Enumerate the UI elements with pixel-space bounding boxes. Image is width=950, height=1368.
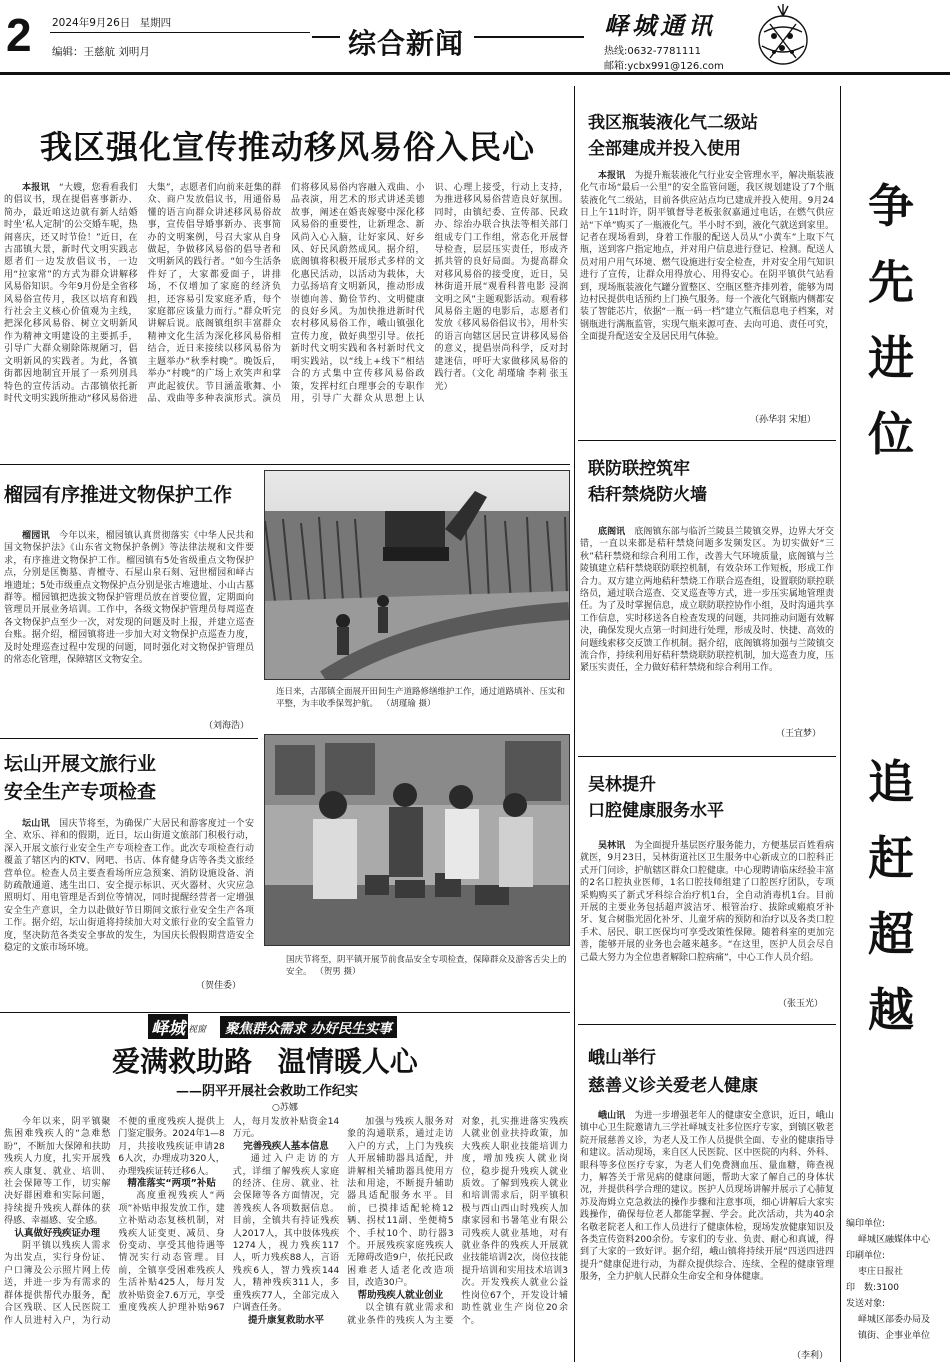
imprint-line: 发送对象: [846,1299,886,1309]
oral-title: 吴林提升 口腔健康服务水平 [588,775,724,821]
banner-logo: 峄城 [148,1014,188,1039]
issue-date [52,15,171,30]
right-divider-2 [578,756,836,757]
feature-author: ○苏娜 [272,1103,298,1113]
section-rule-left [312,36,340,38]
slogan-char: 越 [868,983,914,1037]
tanshan-text: 国庆节将至，为确保广大居民和游客度过一个安全、欢乐、祥和的假期，近日，坛山街道文旅部门积极行动，深入开展文旅行业安全生产专项检查工作。此次专项检查行动覆盖了辖区内的KTV、网吧、书店、体育健身店等各类文旅经营单位。检查人员主要查看场所应急预案、消防设施设备、消防疏散通道、逃生出口、安全提示标识、灭火器材、火灾应急照明灯、用电管理是否到位等情况，同时提醒经营者一定增强安全生产意识，全力以赴做好节日期间文旅行业安全生产各项工作。据介绍，坛山街道将持续加大对文旅行业的安全监管力度，坚决防范各类安全事故的发生，为国庆长假假期营造安全稳定的文旅市场环境。 [4,819,254,954]
left-divider [0,738,258,739]
gas-title: 我区瓶装液化气二级站 全部建成并投入使用 [588,113,758,159]
liuyuan-title: 榴园有序推进文物保护工作 [4,484,233,506]
eshan-title: 峨山举行 慈善义诊关爱老人健康 [588,1048,758,1096]
banner-text: 聚焦群众需求 办好民生实事 [220,1016,397,1038]
logo-emblem [750,2,816,70]
imprint-line: 印 数:3100 [846,1283,899,1293]
right-divider-1 [578,440,836,441]
weekday: 星期四 [139,17,172,29]
oral-body: 吴林讯 为全面提升基层医疗服务能力，方便基层百姓看病就医，9月23日，吴林街道社区卫生服务中心新成立的口腔科正式开门问诊，护航辖区群众口腔健康。中心现聘请临床经验丰富的2名口腔执业医师，1名口腔技师组建了口腔医疗团队，专项采购购买了新式牙科综合治疗机1台，全自动消毒机1台。目前开展的主要业务包括超声波洁牙、根管治疗、拔除或瘢痕牙补牙、复合树脂光固化补牙、儿童牙病的预防和治疗以及各类口腔手术、居民、职工医保均可享受改策性保障。随着科室的更加完善，能够开展的业务也会越来越多。“在这里，医护人员会尽自己最大努力为全位患者解除口腔病痛”，中心工作人员介绍。 [580,841,834,963]
eshan-body: 峨山讯 为进一步增强老年人的健康安全意识，近日，峨山镇中心卫生院邀请九三学社峄城支社多位医疗专家，到镇区敬老院开展慈善义诊，为老人及工作人员提供全面、专业的健康指导和建议。活动现场，来自区人民医院、区中医院的内科、外科、眼科等多位医疗专家，为老人们免费测血压、量血糖，筛查视力，解答关于常见病的健康问题，帮助大家了解自己的身体状况，并提供科学合理的建议。医护人员现场讲解并展示了心肺复苏及海姆立克急救法的操作步骤和注意事项，细心讲解后大家实践操作，确保每位老人都能掌握、学会。此次活动，共为40余名敬老院老人和工作人员进行了健康体检，现场发放健康知识及各类宣传资料200余份。专家们的专业、负责、耐心和真诚，得到了大家的一致好评。据介绍，峨山镇将持续开展“四送四进四提升”健康促进行动，为群众提供综合、连续、全程的健康管理服务，全力护航人民群众生命安全和身体健康。 [580,1111,834,1283]
date: 2024年9月26日 [52,17,131,29]
oral-text: 为全面提升基层医疗服务能力，方便基层百姓看病就医，9月23日，吴林街道社区卫生服务中心新成立的口腔科正式开门问诊，护航辖区群众口腔健康。中心现聘请临床经验丰富的2名口腔执业医师，1名口腔技师组建了口腔医疗团队，专项采购购买了新式牙科综合治疗机1台，全自动消毒机1台。目前开展的主要业务包括超声波洁牙、根管治疗、拔除或瘢痕牙补牙、复合树脂光固化补牙、儿童牙病的预防和治疗以及各类口腔手术、居民、职工医保均可享受改策性保障。随着科室的更加完善，能够开展的业务也会越来越多。“在这里，医护人员会尽自己最大努力为全位患者解除口腔病痛”，中心工作人员介绍。 [580,841,834,963]
lead-title: 我区强化宣传推动移风易俗入民心 [40,128,536,166]
editors: 编辑：王慈航 刘明月 [52,46,150,58]
liuyuan-text: 今年以来，榴园镇认真贯彻落实《中华人民共和国文物保护法》《山东省文物保护条例》等法律法规和文件要求，有序推进文物保护工作。榴园镇有5处省级重点文物保护点，分别是匡衡墓、青檀寺、石屋山泉石刻、冠世榴园和峄古堆遗址；5处市级重点文物保护点分别是张古堆遗址、小山古墓群等。榴园镇把选拔文物保护管理员放在首要位置，定期面向管理员开展业务培训。工作中，各级文物保护管理员每周巡查各文物保护点至少一次，对发现的问题及时上报，并建立巡查台账。据介绍，榴园镇将进一步加大对文物保护点巡查力度，及时处理巡查过程中发现的问题，同时强化对文物保护管理员的常态化管理，保障辖区文物安全。 [4,531,254,666]
email: 邮箱:ycbx991@126.com [604,61,724,72]
photo2-credit: （贺男 摄） [319,967,361,977]
slogan-bottom [856,744,926,1048]
header-date-rule [50,32,310,33]
tanshan-body: 坛山讯 国庆节将至，为确保广大居民和游客度过一个安全、欢乐、祥和的假期，近日，坛山街道文旅部门积极行动，深入开展文旅行业安全生产专项检查工作。此次专项检查行动覆盖了辖区内的KTV、网吧、书店、体育健身店等各类文旅经营单位。检查人员主要查看场所应急预案、消防设施设备、消防疏散通道、逃生出口、安全提示标识、灭火器材、火灾应急照明灯、用电管理是否到位等情况，同时提醒经营者一定增强安全生产意识，全力以赴做好节日期间文旅行业安全生产各项工作。据介绍，坛山街道将持续加大对文旅行业的安全监管力度，坚决防范各类安全事故的发生，为国庆长假假期营造安全稳定的文旅市场环境。 [4,819,254,954]
slogan-char: 超 [868,907,914,961]
gas-text: 为提升瓶装液化气行业安全管理水平，解决瓶装液化气市场“最后一公里”的安全监管问题，我区规划建设了7个瓶装液化气二级站，目前各供应站点均已建成并投入使用。9月24日上午11时许，阴平镇督导老板张叙嘉通过电话，在燃气供应站“下单”购买了一瓶液化气。半小时不到，液化气就送到家里。记者在现场看到，身着工作服的配送人员从“小黄车”上取下气瓶，送到客户指定地点，并对用户信息进行登记、检测。配送人员对用户用气环境、燃气设施进行安全检查，并对安全用气知识进行了宣传，让群众用得放心、用得安心。在阴平镇供气站看到，现场瓶装液化气罐分置整区、空瓶区整齐排列着，能够为周边村民提供电话预约上门换气服务。每一个液化气钢瓶内侧都安装了智能芯片，依据“一瓶一码一档”建立气瓶信息电子档案，对钢瓶进行满瓶监管，实现气瓶来源可查、去向可追、责任可究，全面提升配送安全及居民用气体验。 [580,171,834,343]
fire-title: 联防联控筑牢 秸秆禁烧防火墙 [588,459,707,505]
eshan-credit: （李利） [792,1351,829,1361]
tanshan-credit: （贺佳委） [196,981,242,991]
lead-credit: （文化 胡瑾瑜 李莉 张玉光） [434,369,568,392]
gas-credit: （孙华羽 宋旭） [750,415,816,425]
feature-banner [148,1016,414,1038]
feature-subhead-3: 完善残疾人基本信息 [243,1140,329,1152]
lead-text: “大嫂，您看看我们的倡议书，现在提倡喜事新办、简办，最近咱这边就有新人结婚时坐‘私人定制’的公交婚车呢，热闹喜庆，还又时节俭！”近日，在古邵镇大景，新时代文明实践志愿者们一边发放倡议书，一边用“拉家常”的方式为群众讲解移风易俗知识。今年9月份是全省移风易俗宣传月，我区以培育和践行社会主义核心价值观为主线，把深化移风易俗、树立文明新风作为精神文明建设的主要抓手，引导广大群众剔除陈规陋习，倡文明新风的实践者。为此，各镇街都因地制宜开展了一系列別具特色的宣传活动。古邵镇依托新时代文明实践所推动“移风易俗进大集”，志愿者们向前来赶集的群众、商户发放倡议书，用通俗易懂的语言向群众讲述移风易俗故事，宣传倡导婚事新办、丧事简办的文明案例，号召大家从自身做起，争做移风易俗的倡导者和文明新风的践行者。“如今生活条件好了，大家都爱面子，讲排场，不仅增加了家庭的经济负担，还容易引发家庭矛盾，每个家庭都应该量力而行。”群众听完讲解后说。底阁镇组织丰富群众精神文化生活为深化移风易俗相结合，近日来接续以移风易俗为主题举办“秋季村晚”。晚饭后，举办“村晚”的广场上欢笑声和掌声此起彼伏。节目涵盖歌舞、小品、戏曲等多种表演形式。演员们将移风易俗内容融入戏曲、小品表演，用艺术的形式讲述美德故事，阐述在婚丧嫁娶中深化移风易俗的重要性，让新理念、新风尚入心入脑，让好家风、好乡风、好民风蔚然成风。据介绍，底阁镇将积极开展形式多样的文化惠民活动，以活动为载体，大力弘扬培育文明新风，推动形成崇德向善、勤俭节约、文明健康的良好乡风。为加快推进新时代农村移风易俗工作，峨山镇强化宣传力度，做好典型引导。依托新时代文明实践和各村新时代文明实践站，以“线上+线下”相结合的方式集中宣传移风易俗政策，发挥村红白理事会的专职作用，引导广大群众从思想上认识、心理上接受，行动上支持，为推进移风易俗营造良好氛围。同时，由镇纪委、宣传部、民政办、综治办联合执法等相关部门组成专门工作组，常态化开展督导检查，层层压实责任，形成齐抓共管的良好局面。为提高群众对移风易俗的接受度，近日，吴林街道开展“观看科普电影 浸润文明之风”主题观影活动。观看移风易俗主题的电影后，志愿者们发放《移风易俗倡议书》，用朴实的语言向辖区居民宣讲移风易俗的意义，提倡崇尚科学，反对封建迷信，呼吁大家做移风易俗的践行者。 [4,183,568,404]
imprint-line: 印刷单位: [846,1251,886,1261]
imprint-line: 枣庄日报社 [858,1267,904,1277]
page-number: 2 [6,9,32,61]
feature-body [4,1116,568,1364]
feature-intro: 今年以来，阴平镇聚焦困难残疾人的“急难愁盼”，不断加大保障和扶助残疾人力度，扎实开展残疾人康复、就业、培训、社会保障等工作，切实解决好群困难和实际问题，持续提升残疾人群体的获得感、幸福感、安全感。 [4,1117,111,1227]
slogan-char: 位 [868,407,914,461]
oral-credit: （张玉光） [778,999,824,1009]
imprint-line: 编印单位: [846,1219,886,1229]
slogan-char: 先 [868,255,914,309]
lead-byline: 本报讯 [22,183,50,193]
feature-divider [0,1012,570,1013]
tanshan-title: 坛山开展文旅行业 安全生产专项检查 [4,753,157,803]
feature-subtitle: ——阴平开展社会救助工作纪实 [176,1084,359,1099]
feature-section-5: 以全镇有就业需求和就业条件的残疾人为主要对象，扎实推进落实残疾人就业创业扶持政策，加大残疾人职业技能培训力度，增加残疾人就业岗位，稳步提升残疾人就业质效。了解到残疾人就业和培训需求后，阴平镇积极与西山西山时残疾人加康家园和书暑笔业有限公司残疾人就业基地，对有就业条件的残疾人开展就业技能培训2次，岗位技能提升培训和实用技术培训3次。开发残疾人就业公益性岗位67个，开发设计辅助性就业生产岗位20余个。 [347,1117,568,1326]
slogan-char: 赶 [868,831,914,885]
photo1-credit: （胡瑾瑜 摄） [386,699,436,709]
section-rule-right [474,36,584,38]
right-divider-3 [578,1024,836,1025]
eshan-text: 为进一步增强老年人的健康安全意识，近日，峨山镇中心卫生院邀请九三学社峄城支社多位医疗专家，到镇区敬老院开展慈善义诊，为老人及工作人员提供全面、专业的健康指导和建议。活动现场，来自区人民医院、区中医院的内科、外科、眼科等多位医疗专家，为老人们免费测血压、量血糖，筛查视力，解答关于常见病的健康问题，帮助大家了解自己的身体状况，并提供科学合理的建议。医护人员现场讲解并展示了心肺复苏及海姆立克急救法的操作步骤和注意事项，细心讲解后大家实践操作，确保每位老人都能掌握、学会。此次活动，共为40余名敬老院老人和工作人员进行了健康体检，现场发放健康知识及各类宣传资料200余份。专家们的专业、负责、耐心和真诚，得到了大家的一致好评。据介绍，峨山镇将持续开展“四送四进四提升”健康促进行动，为群众提供综合、连续、全程的健康管理服务，全力护航人民群众生命安全和身体健康。 [580,1111,834,1283]
feature-subhead-4: 提升康复救助水平 [247,1314,324,1326]
feature-subhead-1: 认真做好残疾证办理 [14,1227,100,1239]
liuyuan-credit: （刘海浩） [204,721,250,731]
photo-food-inspection [264,734,570,946]
fire-body: 底阁讯 底阁镇东部与临沂兰陵县兰陵镇交界，边界大牙交错，一直以来都是秸秆禁烧问题多发频发区。为切实做好“三秋”秸秆禁烧和综合利用工作，改善大气环境质量，底阁镇与兰陵镇建立秸秆禁烧联防联控机制，有效杂环工作短板，形成工作合力。双方建立两地秸秆禁烧工作联合巡查组，设置联防联控联络员，通过联合巡查、交叉巡查等方式，进一步压实属地管理责任。为了及时掌握信息，成立联防联控协作小组，及时沟通共享工作信息，实时移送各自检查发现的问题，共同推动问题有效解决，确保发现火点第一时间进行处理，形成及时、快捷、高效的问题线索移交反馈工作机制。据介绍，底阁镇将加强与兰陵镇交流合作，持续利用好秸秆禁烧联防联控机制，加大巡查力度，压紧压实责任，全力做好秸秆禁烧和综合利用工作。 [580,527,834,674]
slogan-char: 进 [868,331,914,385]
section-title: 综合新闻 [348,27,465,60]
gas-body: 本报讯 为提升瓶装液化气行业安全管理水平，解决瓶装液化气市场“最后一公里”的安全监管问题，我区规划建设了7个瓶装液化气二级站，目前各供应站点均已建成并投入使用。9月24日上午11时许，阴平镇督导老板张叙嘉通过电话，在燃气供应站“下单”购买了一瓶液化气。半小时不到，液化气就送到家里。记者在现场看到，身着工作服的配送人员从“小黄车”上取下气瓶，送到客户指定地点，并对用户信息进行登记、检测。配送人员对用户用气环境、燃气设施进行安全检查，并对安全用气知识进行了宣传，让群众用得放心、用得安心。在阴平镇供气站看到，现场瓶装液化气罐分置整区、空瓶区整齐排列着，能够为周边村民提供电话预约上门换气服务。每一个液化气钢瓶内侧都安装了智能芯片，依据“一瓶一码一档”建立气瓶信息电子档案，对钢瓶进行满瓶监管，实现气瓶来源可查、去向可追、责任可究，全面提升配送安全及居民用气体验。 [580,171,834,343]
imprint-line: 峄城区部委办局及 [858,1315,931,1325]
sidebar-border [840,86,841,1362]
banner-sub: 视窗 [188,1025,207,1035]
hotline: 热线:0632-7781111 [604,46,701,57]
paper-name: 峄城通讯 [604,11,716,40]
lead-divider [0,464,570,465]
slogan-char: 争 [868,179,914,233]
feature-title: 爱满救助路 温情暖人心 [112,1045,418,1078]
feature-section-4: 加强与残疾人服务对象的沟通联系，通过走访入户的方式，上门为残疾人开展辅助器具适配，并讲解相关辅助器具使用方法和用途，不断提升辅助器具适配服务水平。目前，已摸排适配轮椅12辆、拐杖11副、坐便椅5个、手杖10个、助行器3个。开展残疾家庭残疾人无障碍改造9户，依托民政困难老人适老化改造项目，改造30户。 [347,1117,454,1289]
slogan-char: 追 [868,755,914,809]
imprint-line: 镇街、企事业单位 [858,1331,931,1341]
feature-subhead-5: 帮助残疾人就业创业 [357,1289,444,1301]
feature-subhead-2: 精准落实“两项”补贴 [127,1178,216,1190]
photo2-caption: 国庆节将至，阴平镇开展节前食品安全专项检查，保障群众及游客舌尖上的安全。 （贺男 摄） [286,955,567,977]
feature-section-2: 高度重视残疾人“两项”补贴申报发放工作，建立补贴动态复核机制，对残疾人证变更、减员、身份变动、享受其他待遇等情况实行动态管理。目前，全镇享受困难残疾人生活补贴425人，每月发放补贴资金7.6万元，享受重度残疾人护理补贴967人，每月发放补贴资金14万元。 [118,1117,340,1314]
right-column-rule [574,86,575,1362]
slogan-top [856,168,926,472]
feature-section-3: 通过入户走访的方式，详细了解残疾人家庭的经济、住房、就业、社会保障等各方面情况，完善残疾人各项数据信息。目前，全镇共有持证残疾人2017人，其中肢体残疾1274人，视力残疾117人，听力残疾88人，言语残疾6人，智力残疾144人，精神残疾311人，多重残疾77人，全部完成入户调查任务。 [232,1154,340,1314]
liuyuan-body: 榴园讯 今年以来，榴园镇认真贯彻落实《中华人民共和国文物保护法》《山东省文物保护条例》等法律法规和文件要求，有序推进文物保护工作。榴园镇有5处省级重点文物保护点，分别是匡衡墓、青檀寺、石屋山泉石刻、冠世榴园和峄古堆遗址；5处市级重点文物保护点分别是张古堆遗址、小山古墓群等。榴园镇把选拔文物保护管理员放在首要位置，定期面向管理员开展业务培训。工作中，各级文物保护管理员每周巡查各文物保护点至少一次，对发现的问题及时上报，并建立巡查台账。据介绍，榴园镇将进一步加大对文物保护点巡查力度，及时处理巡查过程中发现的问题，同时强化对文物保护管理员的常态化管理，保障辖区文物安全。 [4,531,254,666]
header-rule [0,72,950,75]
imprint-box [846,1216,946,1344]
photo-road-repair [264,470,570,680]
imprint-line: 峄城区融媒体中心 [858,1235,931,1245]
feature-section-1: 阴平镇以残疾人需求为出发点，实行身份证、户口簿及公示照片网上传送，并进一步为有需求的群体提供帮代办服务，配合区残联、区人民医院工作人员进村入户，为行动不便的重度残疾人提供上门鉴定服务。2024年1—8月，共接收残疾证申请286人次，办理成功320人，办理残疾证转迁移6人。 [4,1117,225,1326]
fire-credit: （王宜梦） [776,729,822,739]
fire-text: 底阁镇东部与临沂兰陵县兰陵镇交界，边界大牙交错，一直以来都是秸秆禁烧问题多发频发区。为切实做好“三秋”秸秆禁烧和综合利用工作，改善大气环境质量，底阁镇与兰陵镇建立秸秆禁烧联防联控机制，有效杂环工作短板，形成工作合力。双方建立两地秸秆禁烧工作联合巡查组，设置联防联控联络员，通过联合巡查、交叉巡查等方式，进一步压实属地管理责任。为了及时掌握信息，成立联防联控协作小组，及时沟通共享工作信息，实时移送各自检查发现的问题，共同推动问题有效解决，确保发现火点第一时间进行处理，形成及时、快捷、高效的问题线索移交反馈工作机制。据介绍，底阁镇将加强与兰陵镇交流合作，持续利用好秸秆禁烧联防联控机制，加大巡查力度，压紧压实责任，全力做好秸秆禁烧和综合利用工作。 [580,527,834,674]
lead-body [4,182,568,444]
photo1-caption: 连日来，古邵镇全面展开田间生产道路修缮维护工作，通过道路填补、压实和平整，为丰收季保驾护航。 （胡瑾瑜 摄） [276,687,566,709]
